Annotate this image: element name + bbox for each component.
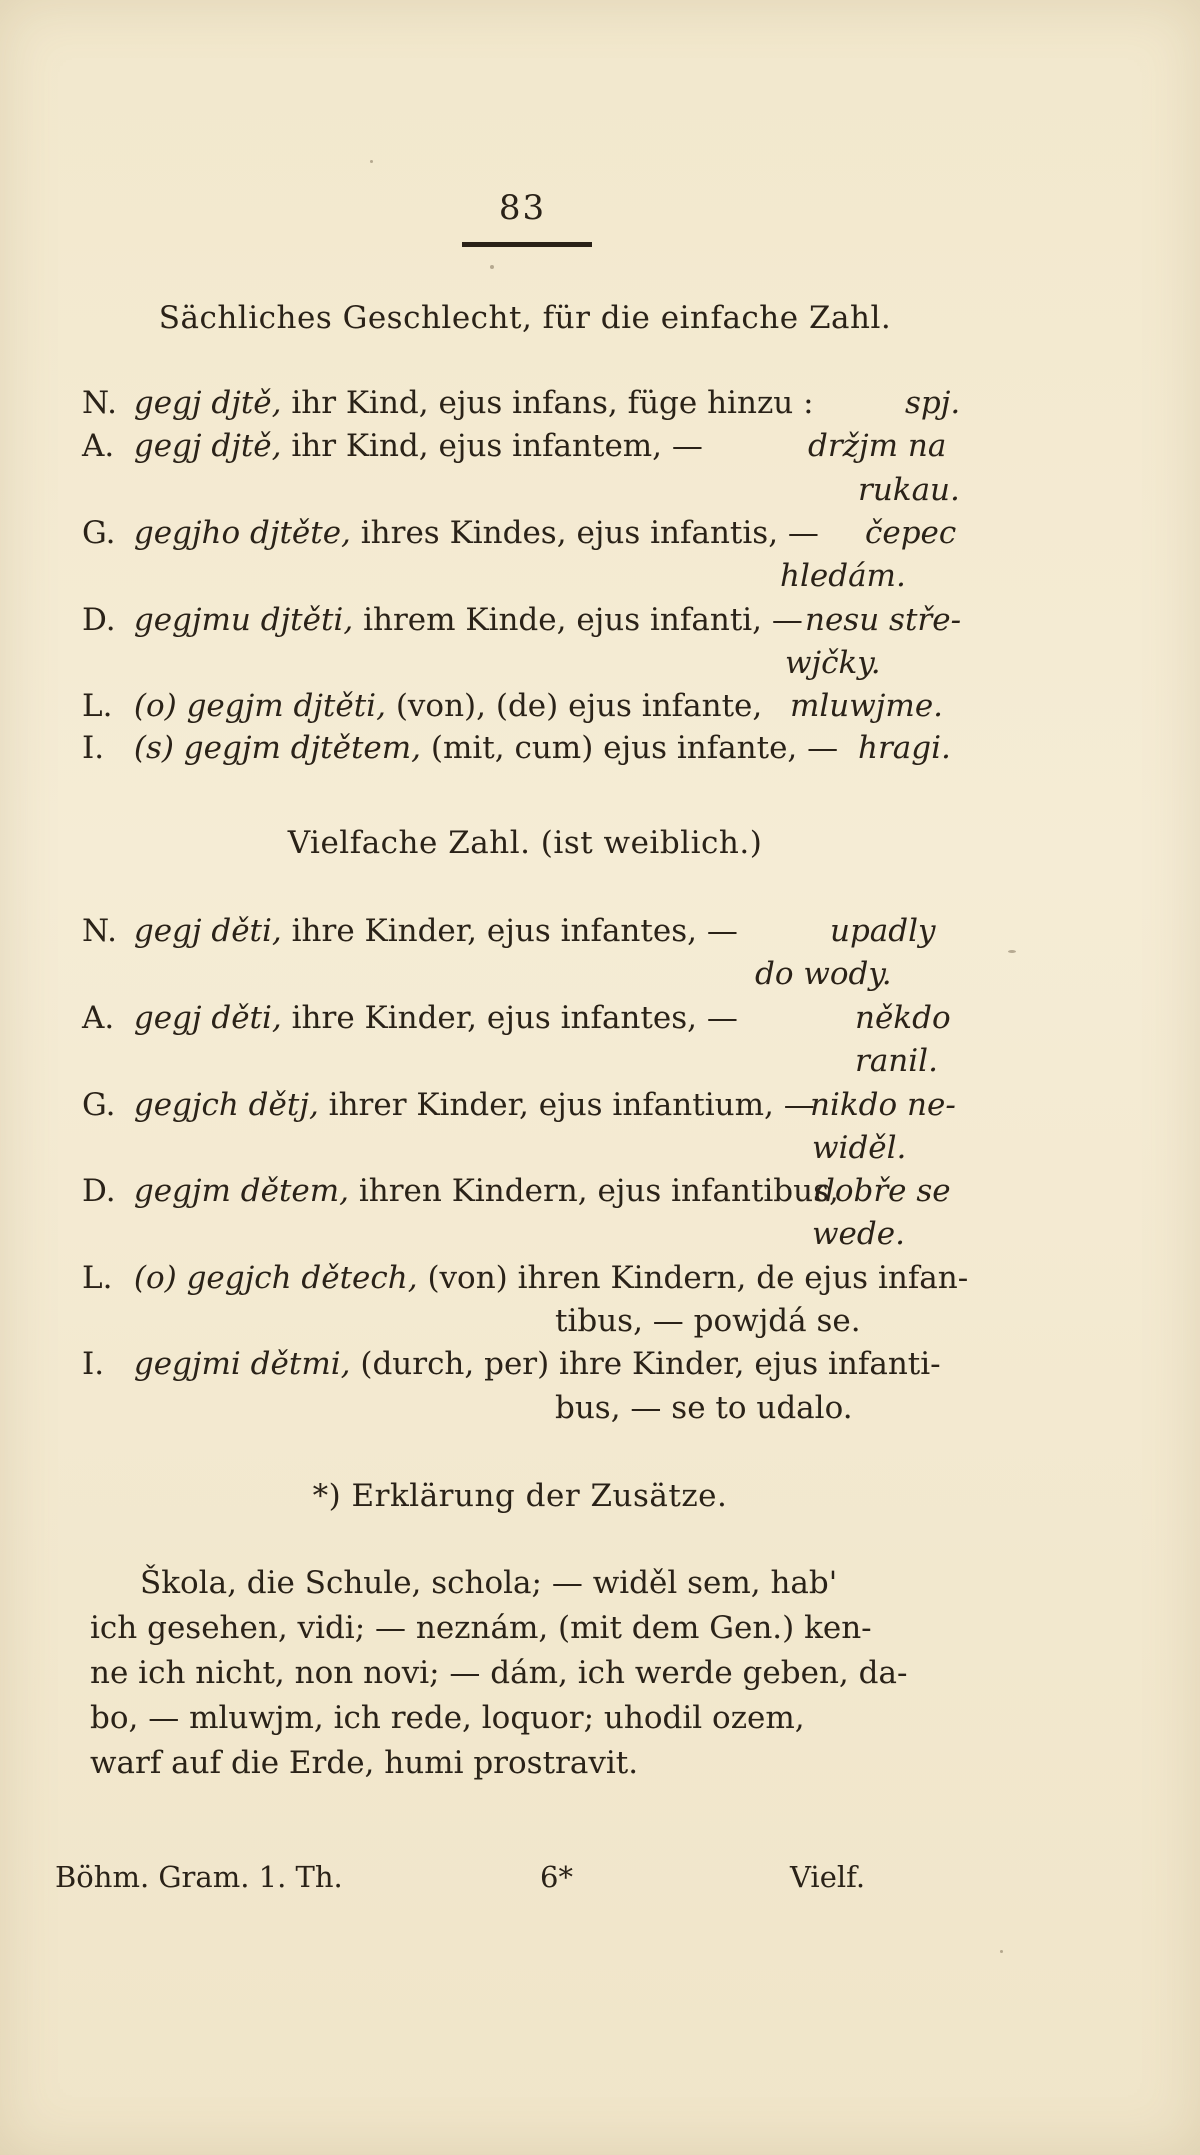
plural-cont-4: wede. bbox=[812, 1216, 905, 1252]
plural-cont-1: do wody. bbox=[755, 956, 892, 992]
singular-row-6: I. (s) gegjm djtětem, (mit, cum) ejus infante, — bbox=[82, 730, 839, 766]
singular-row-5: L. (o) gegjm djtěti, (von), (de) ejus infante, bbox=[82, 688, 763, 724]
note-line-5: warf auf die Erde, humi prostravit. bbox=[90, 1745, 639, 1781]
singular-example-2: držjm na bbox=[808, 428, 947, 464]
singular-example-4: nesu stře- bbox=[805, 602, 962, 638]
heading-singular: Sächliches Geschlecht, für die einfache Zahl. bbox=[158, 300, 892, 336]
singular-example-3: čepec bbox=[865, 515, 957, 551]
singular-row-2: A. gegj djtě, ihr Kind, ejus infantem, — bbox=[82, 428, 703, 464]
paper-speck bbox=[490, 265, 494, 269]
note-line-4: bo, — mluwjm, ich rede, loquor; uhodil ozem, bbox=[90, 1700, 805, 1736]
header-rule bbox=[462, 242, 592, 247]
footer-signature: Böhm. Gram. 1. Th. bbox=[55, 1860, 343, 1894]
plural-example-4: dobře se bbox=[815, 1173, 951, 1209]
plural-example-2: někdo bbox=[855, 1000, 951, 1036]
plural-row-2: A. gegj děti, ihre Kinder, ejus infantes, — bbox=[82, 1000, 738, 1036]
paper-speck bbox=[1000, 1950, 1003, 1953]
singular-row-3: G. gegjho djtěte, ihres Kindes, ejus infantis, — bbox=[82, 515, 819, 551]
singular-example-5: mluwjme. bbox=[790, 688, 944, 724]
plural-cont-6: bus, — se to udalo. bbox=[555, 1390, 853, 1426]
paper-speck bbox=[370, 160, 373, 163]
plural-cont-5: tibus, — powjdá se. bbox=[555, 1303, 861, 1339]
plural-example-3: nikdo ne- bbox=[810, 1087, 956, 1123]
paper-speck bbox=[1008, 950, 1016, 953]
plural-cont-2: ranil. bbox=[855, 1043, 938, 1079]
plural-row-3: G. gegjch dětj, ihrer Kinder, ejus infantium, — bbox=[82, 1087, 815, 1123]
singular-row-4: D. gegjmu djtěti, ihrem Kinde, ejus infanti, — bbox=[82, 602, 803, 638]
singular-cont-2: rukau. bbox=[858, 472, 960, 508]
plural-row-5: L. (o) gegjch dětech, (von) ihren Kindern, de ejus infan- bbox=[82, 1260, 969, 1296]
plural-row-1: N. gegj děti, ihre Kinder, ejus infantes, — bbox=[82, 913, 738, 949]
singular-cont-3: hledám. bbox=[780, 558, 906, 594]
note-line-2: ich gesehen, vidi; — neznám, (mit dem Gen.) ken- bbox=[90, 1610, 872, 1646]
plural-row-6: I. gegjmi dětmi, (durch, per) ihre Kinder, ejus infanti- bbox=[82, 1346, 941, 1382]
plural-row-4: D. gegjm dětem, ihren Kindern, ejus infantibus, bbox=[82, 1173, 839, 1209]
singular-example-1: spj. bbox=[905, 385, 961, 421]
note-line-1: Škola, die Schule, schola; — widěl sem, hab' bbox=[140, 1565, 838, 1601]
notes-heading: *) Erklärung der Zusätze. bbox=[312, 1478, 728, 1514]
singular-cont-4: wjčky. bbox=[785, 645, 881, 681]
page-number: 83 bbox=[498, 188, 547, 228]
footer-catchword: Vielf. bbox=[790, 1860, 866, 1894]
note-line-3: ne ich nicht, non novi; — dám, ich werde geben, da- bbox=[90, 1655, 908, 1691]
singular-example-6: hragi. bbox=[858, 730, 951, 766]
singular-row-1: N. gegj djtě, ihr Kind, ejus infans, füge hinzu : bbox=[82, 385, 814, 421]
plural-example-1: upadly bbox=[830, 913, 936, 949]
footer-sheet-mark: 6* bbox=[540, 1860, 573, 1894]
heading-plural: Vielfache Zahl. (ist weiblich.) bbox=[287, 825, 763, 861]
plural-cont-3: widěl. bbox=[812, 1130, 907, 1166]
